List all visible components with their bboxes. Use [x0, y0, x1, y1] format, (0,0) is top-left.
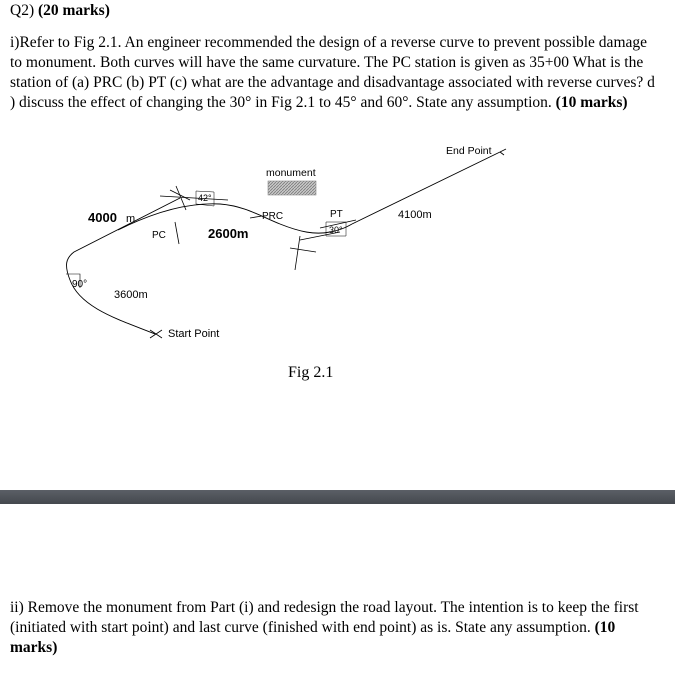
page-divider	[0, 490, 675, 504]
start-point-marker-icon	[150, 330, 162, 338]
figure-caption: Fig 2.1	[288, 364, 334, 381]
part2-text: ii) Remove the monument from Part (i) and redesign the road layout. The intention is to keep the first (initiated with start point) and last curve (finished with end point) as is. State any assumption.	[10, 599, 639, 636]
label-2600: 2600m	[208, 226, 249, 241]
label-monument: monument	[266, 167, 316, 179]
end-arrow-icon	[500, 149, 506, 155]
label-angle-42: 42°	[198, 193, 212, 203]
label-4000: 4000	[88, 210, 117, 225]
question-marks: (20 marks)	[37, 2, 110, 19]
label-pc: PC	[152, 230, 166, 241]
label-angle-90: 90°	[72, 279, 88, 290]
label-end-point: End Point	[446, 145, 492, 157]
part1-paragraph	[10, 33, 660, 113]
label-4100: 4100m	[398, 209, 432, 221]
part2-paragraph	[10, 598, 660, 658]
label-prc: PRC	[262, 211, 284, 222]
label-4000-unit: m	[126, 213, 136, 225]
question-number: Q2)	[10, 2, 35, 19]
part1-marks: (10 marks)	[555, 94, 628, 111]
figure-2-1	[0, 140, 675, 355]
label-pt: PT	[330, 209, 343, 220]
road-segment-start	[67, 198, 180, 334]
part1-text: i)Refer to Fig 2.1. An engineer recommended the design of a reverse curve to prevent possible damage to monument. Both curves will have the same curvature. The PC station is given as 35+00 What is the station of (a) PRC (b) PT (c) what are the advantage and disadvantage associated with reverse curves? d ) discuss the effect of changing the 30° in Fig 2.1 to 45° and 60°. State any assumption.	[10, 34, 655, 111]
label-3600: 3600m	[114, 289, 148, 301]
monument-box	[268, 181, 316, 195]
part2-marks: (10 marks)	[10, 619, 616, 656]
label-start-point: Start Point	[168, 328, 220, 340]
label-angle-30: 30°	[329, 225, 343, 235]
question-heading	[10, 2, 110, 20]
